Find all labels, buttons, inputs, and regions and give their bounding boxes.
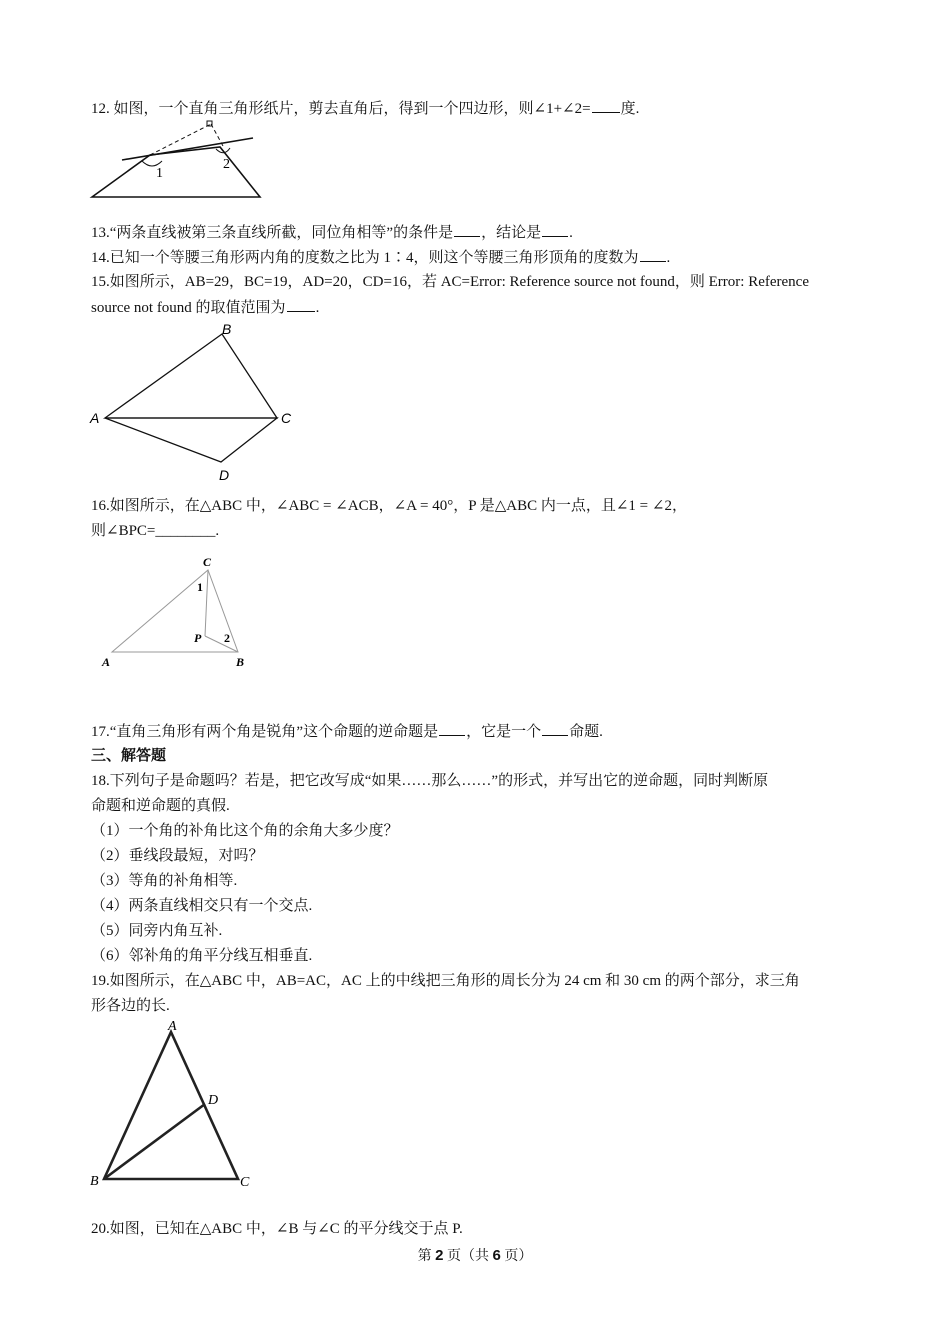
question-19-line-1: 19.如图所示，在△ABC 中，AB=AC，AC 上的中线把三角形的周长分为 24 cm 和 30 cm 的两个部分，求三角 <box>91 973 800 989</box>
point-label-d: D <box>208 1093 219 1108</box>
list-item: （2）垂线段最短，对吗？ <box>91 848 264 864</box>
question-15-text-end: . <box>315 300 320 316</box>
vertex-label-c: C <box>203 555 212 569</box>
angle-label-1: 1 <box>156 166 163 181</box>
question-13-text-mid: ，结论是 <box>481 225 542 241</box>
question-14 <box>91 247 670 268</box>
question-13 <box>91 222 573 243</box>
question-14-text-end: . <box>666 250 671 266</box>
question-14-text: 14.已知一个等腰三角形两内角的度数之比为 1∶4，则这个等腰三角形顶角的度数为 <box>91 250 639 266</box>
list-item: （3）等角的补角相等. <box>91 873 238 889</box>
triangle-abc <box>112 570 238 652</box>
question-12-text-end: 度. <box>620 101 640 117</box>
list-item: （5）同旁内角互补. <box>91 923 223 939</box>
list-item: （4）两条直线相交只有一个交点. <box>91 898 313 914</box>
answer-blank <box>287 297 315 312</box>
vertex-label-d: D <box>219 467 230 483</box>
figure-q15-quadrilateral <box>88 322 308 482</box>
page-total: 6 <box>492 1247 501 1264</box>
question-15-line-1 <box>91 272 809 292</box>
question-16-line-1 <box>91 496 687 516</box>
angle-label-2: 2 <box>223 157 230 172</box>
question-17-text: 17.“直角三角形有两个角是锐角”这个命题的逆命题是 <box>91 724 439 740</box>
question-13-text: 13.“两条直线被第三条直线所截，同位角相等”的条件是 <box>91 225 454 241</box>
question-13-text-end: . <box>569 225 573 241</box>
question-15-text: 15.如图所示，AB=29，BC=19，AD=20，CD=16，若 AC=Error: Reference source not found，则 Error: Reference <box>91 274 809 290</box>
question-16-text-cont: 则∠BPC=________. <box>91 523 220 539</box>
question-17-text-mid: ，它是一个 <box>466 724 542 740</box>
vertex-label-a: A <box>102 655 111 669</box>
figure-q16-triangle <box>98 552 278 672</box>
footer-text: 页（共 <box>447 1249 489 1264</box>
question-20: 20.如图，已知在△ABC 中，∠B 与∠C 的平分线交于点 P. <box>91 1221 463 1237</box>
vertex-label-a: A <box>90 410 100 426</box>
question-15-line-2 <box>91 297 319 318</box>
list-item: （6）邻补角的角平分线互相垂直. <box>91 948 313 964</box>
angle-label-1: 1 <box>197 580 203 594</box>
list-item: （1）一个角的补角比这个角的余角大多少度？ <box>91 823 399 839</box>
vertex-label-a: A <box>168 1019 177 1034</box>
question-15-text-cont: source not found 的取值范围为 <box>91 300 286 316</box>
page-footer <box>0 1245 950 1265</box>
vertex-label-b: B <box>90 1174 99 1189</box>
answer-blank <box>640 247 666 262</box>
median-bd <box>104 1104 205 1179</box>
point-label-p: P <box>194 631 202 645</box>
angle-label-2: 2 <box>224 631 230 645</box>
question-16-line-2 <box>91 521 219 541</box>
segment-cp <box>205 570 208 636</box>
footer-text: 页） <box>504 1249 533 1264</box>
triangle-abc <box>105 334 277 418</box>
footer-text: 第 <box>417 1249 432 1264</box>
triangle-acd <box>105 418 277 462</box>
vertex-label-b: B <box>236 655 245 669</box>
vertex-label-c: C <box>281 410 292 426</box>
question-19-line-2: 形各边的长. <box>91 998 170 1014</box>
question-16-text: 16.如图所示，在△ABC 中，∠ABC = ∠ACB，∠A = 40°，P 是△ABC 内一点，且∠1 = ∠2， <box>91 498 687 514</box>
quadrilateral-shape <box>92 147 260 197</box>
question-17 <box>91 721 603 742</box>
answer-blank <box>454 222 480 237</box>
figure-q12-cut-triangle <box>90 115 290 205</box>
page-number: 2 <box>435 1247 444 1264</box>
answer-blank <box>592 98 620 113</box>
question-18-line-1: 18.下列句子是命题吗？若是，把它改写成“如果……那么……”的形式，并写出它的逆命题，同时判断原 <box>91 773 769 789</box>
figure-q19-triangle <box>88 1014 268 1194</box>
answer-blank <box>542 721 568 736</box>
question-18-line-2: 命题和逆命题的真假. <box>91 798 230 814</box>
answer-blank <box>542 222 568 237</box>
vertex-label-b: B <box>222 321 232 337</box>
question-12-text: 12. 如图，一个直角三角形纸片，剪去直角后，得到一个四边形，则∠1+∠2= <box>91 101 591 117</box>
section-heading: 三、解答题 <box>91 748 167 764</box>
dashed-removed-edge-2 <box>211 124 223 146</box>
answer-blank <box>439 721 465 736</box>
cut-line <box>122 138 253 160</box>
question-17-text-end: 命题. <box>569 724 603 740</box>
vertex-label-c: C <box>240 1175 250 1190</box>
